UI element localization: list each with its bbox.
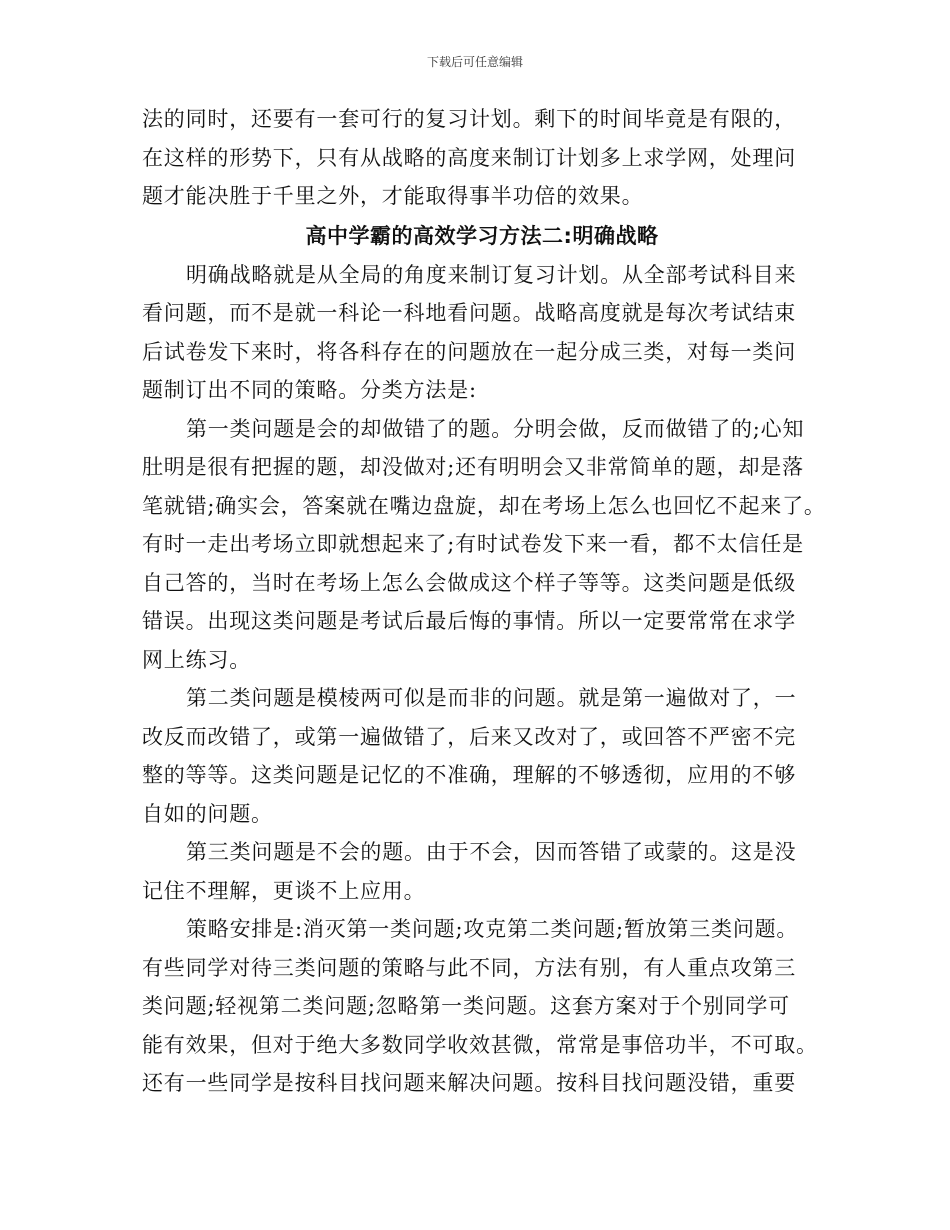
paragraph-line: 能有效果，但对于绝大多数同学收效甚微，常常是事倍功半，不可取。 [142, 1032, 818, 1057]
body-line: 在这样的形势下，只有从战略的高度来制订计划多上求学网，处理问 [142, 145, 796, 170]
paragraph-line: 明确战略就是从全局的角度来制订复习计划。从全部考试科目来 [186, 262, 797, 287]
section-heading: 高中学霸的高效学习方法二:明确战略 [305, 223, 659, 248]
document-body [142, 100, 826, 1103]
paragraph-line: 看问题，而不是就一科论一科地看问题。战略高度就是每次考试结束 [142, 301, 796, 325]
paragraph-line: 网上练习。 [142, 647, 251, 672]
body-line: 题才能决胜于千里之外，才能取得事半功倍的效果。 [142, 184, 644, 208]
paragraph-line: 肚明是很有把握的题，却没做对;还有明明会又非常简单的题，却是落 [142, 455, 804, 479]
paragraph-line: 类问题;轻视第二类问题;忽略第一类问题。这套方案对于个别同学可 [142, 994, 790, 1018]
paragraph-line: 策略安排是:消灭第一类问题;攻克第二类问题;暂放第三类问题。 [186, 917, 799, 941]
paragraph-line: 第二类问题是模棱两可似是而非的问题。就是第一遍做对了，一 [186, 686, 797, 710]
paragraph-line: 后试卷发下来时，将各科存在的问题放在一起分成三类，对每一类问 [142, 339, 796, 364]
paragraph-line: 还有一些同学是按科目找问题来解决问题。按科目找问题没错，重要 [142, 1071, 796, 1095]
page-header: 下载后可任意编辑 [426, 55, 523, 69]
paragraph-line: 有时一走出考场立即就想起来了;有时试卷发下来一看，都不太信任是 [142, 532, 804, 556]
paragraph-line: 改反而改错了，或第一遍做错了，后来又改对了，或回答不严密不完 [142, 724, 796, 749]
paragraph-line: 自己答的，当时在考场上怎么会做成这个样子等等。这类问题是低级 [142, 570, 796, 595]
paragraph-line: 整的等等。这类问题是记忆的不准确，理解的不够透彻，应用的不够 [142, 763, 796, 787]
body-line: 法的同时，还要有一套可行的复习计划。剩下的时间毕竟是有限的， [142, 107, 796, 131]
paragraph-line: 自如的问题。 [142, 801, 273, 826]
paragraph-line: 记住不理解，更谈不上应用。 [142, 878, 426, 903]
paragraph-line: 第一类问题是会的却做错了的题。分明会做，反而做错了的;心知 [186, 416, 805, 441]
paragraph-line: 有些同学对待三类问题的策略与此不同，方法有别，有人重点攻第三 [142, 955, 796, 980]
paragraph-line: 笔就错;确实会，答案就在嘴边盘旋，却在考场上怎么也回忆不起来了。 [142, 493, 826, 518]
paragraph-line: 第三类问题是不会的题。由于不会，因而答错了或蒙的。这是没 [186, 840, 797, 864]
paragraph-line: 错误。出现这类问题是考试后最后悔的事情。所以一定要常常在求学 [142, 609, 796, 633]
paragraph-line: 题制订出不同的策略。分类方法是: [142, 378, 477, 402]
